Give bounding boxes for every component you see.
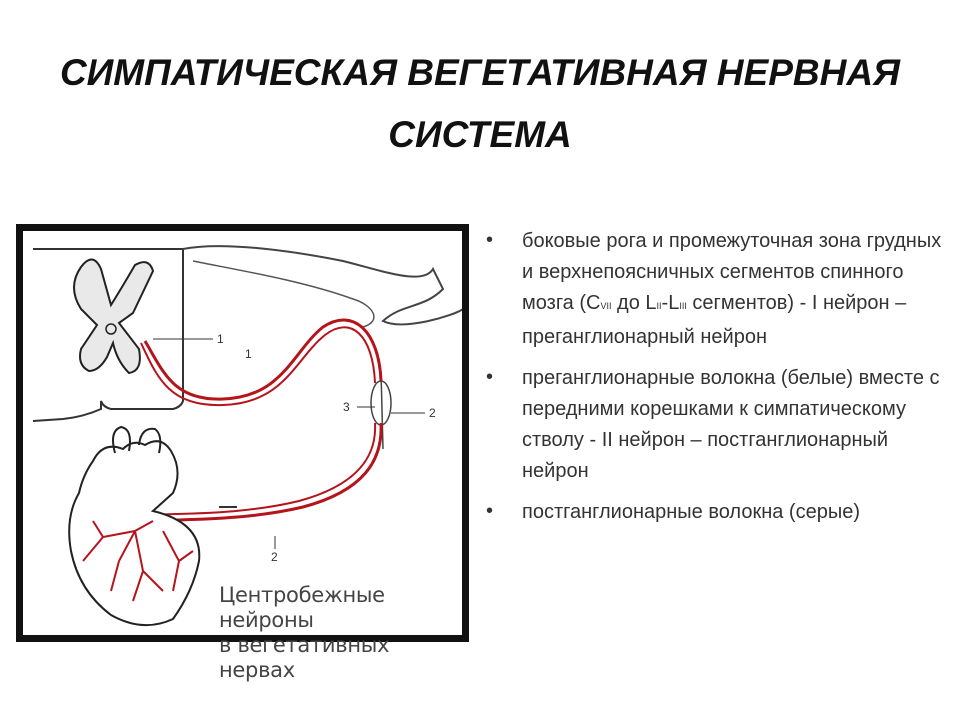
figure-caption-line-1: Центробежные нейроны xyxy=(219,583,385,632)
nervous-system-figure xyxy=(16,224,469,682)
neuron-diagram xyxy=(23,231,462,635)
nerve-outline xyxy=(193,261,374,327)
figure-caption-line-2: в вегетативных нервах xyxy=(219,633,390,682)
bullet-marker: • xyxy=(486,366,494,388)
bullet-text-1-before: боковые рога и промежуточная зона грудных и верхнепоясничных сегментов спинного мозга (C xyxy=(522,230,942,314)
vertebra-outline xyxy=(183,246,462,324)
postganglionic-fiber-inner xyxy=(151,423,375,515)
bullet-text-1-after: сегментов) - I нейрон – преганглионарный нейрон xyxy=(522,292,907,348)
bullet-marker: • xyxy=(486,500,494,522)
figure-label-2a: 2 xyxy=(429,406,436,420)
figure-label-2b: 2 xyxy=(271,550,278,564)
figure-label-3: 3 xyxy=(343,400,350,414)
figure-label-1a: 1 xyxy=(217,332,224,346)
bullet-item-1 xyxy=(486,226,946,353)
grey-matter xyxy=(74,259,153,373)
subscript-ii: II xyxy=(656,301,662,311)
slide-title xyxy=(20,42,940,166)
subscript-vii: VII xyxy=(600,301,612,311)
figure-label-1b: 1 xyxy=(245,347,252,361)
bullet-marker: • xyxy=(486,229,494,251)
figure-caption xyxy=(219,583,462,683)
bullet-list xyxy=(486,226,946,538)
bullet-item-2 xyxy=(486,363,946,487)
bullet-item-3 xyxy=(486,497,946,528)
preganglionic-fiber xyxy=(145,320,381,399)
slide-title-line-1: СИМПАТИЧЕСКАЯ ВЕГЕТАТИВНАЯ НЕРВНАЯ xyxy=(59,52,901,93)
bullet-text-3: постганглионарные волокна (серые) xyxy=(522,501,860,523)
subscript-iii: III xyxy=(679,301,687,311)
bullet-text-2: преганглионарные волокна (белые) вместе с передними корешками к симпатическому стволу - II нейрон – постганглионарный нейрон xyxy=(522,367,940,482)
bullet-text-1 xyxy=(522,230,941,348)
slide-title-line-2: СИСТЕМА xyxy=(388,114,572,155)
bullet-text-1-mid1: до L xyxy=(611,292,657,314)
bullet-text-1-mid2: -L xyxy=(661,292,680,314)
